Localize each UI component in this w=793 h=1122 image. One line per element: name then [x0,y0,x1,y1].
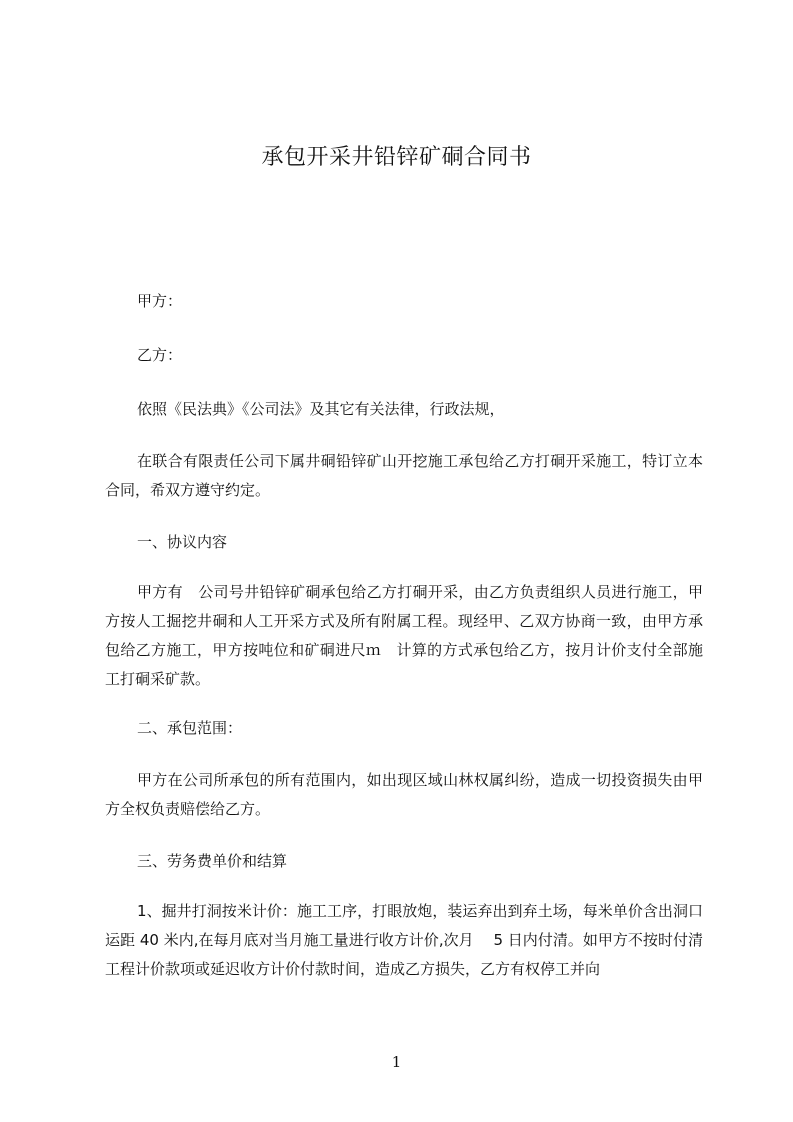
document-title: 承包开采井铅锌矿硐合同书 [261,145,532,170]
intro-paragraph: 在联合有限责任公司下属井硐铅锌矿山开挖施工承包给乙方打硐开采施工，特订立本合同，希双方遵守约定。 [105,452,703,499]
party-b-label: 乙方： [137,346,183,364]
legal-basis-line: 依照《民法典》《公司法》及其它有关法律，行政法规， [137,400,505,418]
party-a-label: 甲方： [137,292,183,310]
section-3-heading: 三、劳务费单价和结算 [137,852,288,870]
section-1-body: 甲方有 公司号井铅锌矿硐承包给乙方打硐开采，由乙方负责组织人员进行施工，甲方按人工掘挖井硐和人工开采方式及所有附属工程。现经甲、乙双方协商一致，由甲方承包给乙方施工，甲方按吨位和矿硐进尺ｍ 计算的方式承包给乙方，按月计价支付全部施工打硐采矿款。 [105,583,703,688]
section-2-heading: 二、承包范围： [137,719,243,737]
section-1-heading: 一、协议内容 [137,533,228,551]
page-number: 1 [391,1053,402,1071]
section-2-body: 甲方在公司所承包的所有范围内，如出现区域山林权属纠纷，造成一切投资损失由甲方全权负责赔偿给乙方。 [105,771,703,818]
section-3-item-1: 1、掘井打洞按米计价：施工工序，打眼放炮，装运弃出到弃土场，每米单价含出洞口运距 40 米内,在每月底对当月施工量进行收方计价,次月 5 日内付清。如甲方不按时付清工程计价款项或延迟收方计价付款时间，造成乙方损失，乙方有权停工并向 [105,902,703,978]
